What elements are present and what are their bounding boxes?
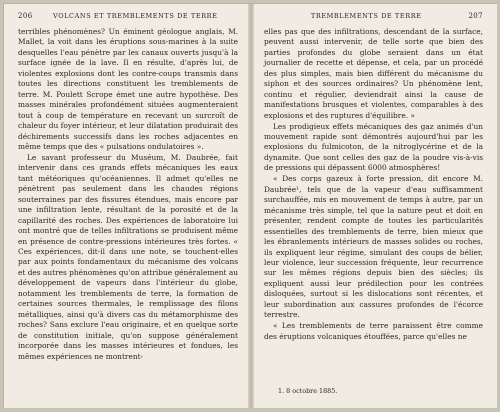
right-page-number: 207 [468,12,483,20]
paragraph: Le savant professeur du Muséum, M. Daubrée, fait intervenir dans ces grands effets mécaniques les eaux tant météoriques qu'océaniennes. Il admet qu'elles ne pénètrent pas seulement dans les chaudes régions souterraines par des fissures étendues, mais encore par une infiltration lente, résultant de la porosité et de la capillarité des roches. Des expériences de laboratoire lui ont montré que de telles infiltrations se produisent même en présence de contre-pressions intérieures très fortes. « Ces expériences, dit-il dans une note, se touchent-elles par aux points fondamentaux du mécanisme des volcans et des autres phénomènes qu'on attribue généralement au développement de vapeurs dans l'intérieur du globe, notamment les tremblements de terre, la formation de certaines sources thermales, le remplissage des filons métalliques, ainsi qu'à divers cas du métamorphisme des roches? Sans exclure l'eau originaire, et en quelque sorte de constitution initiale, qu'on suppose généralement incorporée dans les masses intérieures et fondues, les mêmes expériences ne montrent- [18,152,238,361]
left-page [4,4,248,408]
paragraph: « Les tremblements de terre paraissent être comme des éruptions volcaniques étouffées, parce qu'elles ne [264,321,483,341]
footnote: 1. 8 octobre 1885. [278,387,338,395]
book-spread [3,3,497,407]
paragraph: « Des corps gazeux à forte pression, dit encore M. Daubrée¹, tels que de la vapeur d'eau suffisamment surchauffée, mis en mouvement de temps à autre, par un mécanisme très simple, tel que la nature peut et doit en présenter, rendent compte de toutes les particularités essentielles des tremblements de terre, bien mieux que les ébranlements intérieurs de masses solides ou roches, ils expliquent leur régime, simulant des coups de bélier, leur violence, leur succession fréquente, leur recurrence sur les mêmes régions depuis bien des siècles; ils expliquent aussi leur prédilection pour les contrées disloquées, surtout si les dislocations sont récentes, et leur subordination aux cassures profondes de l'écorce terrestre. [264,174,483,320]
right-running-head [264,12,483,22]
left-page-body [18,27,238,362]
right-running-title: TREMBLEMENTS DE TERRE [310,12,422,20]
paragraph: elles pas que des infiltrations, descendant de la surface, peuvent aussi intervenir, de telle sorte que bien des parties profondes du globe seraient dans un état journalier de recette et dépense, et cela, par un procédé des plus simples, mais bien différent du mécanisme du siphon et des sources ordinaires? Un phénomène lent, continu et régulier, deviendrait ainsi la cause de manifestations brusques et violentes, comparables à des explosions et des ruptures d'équilibre. » [264,27,483,120]
left-running-title: VOLCANS ET TREMBLEMENTS DE TERRE [53,12,218,20]
right-page [254,4,497,408]
left-running-head [18,12,238,22]
paragraph: Les prodigieux effets mécaniques des gaz animés d'un mouvement rapide sont démontrés aujourd'hui par les explosions du fulmicoton, de la nitroglycérine et de la dynamite. Que sont celles des gaz de la poudre vis-à-vis de pressions qui dépassent 6000 atmosphères! [264,121,483,173]
left-page-number: 206 [18,12,33,20]
paragraph: terribles phénomènes? Un éminent géologue anglais, M. Mallet, la voit dans les éruptions sous-marines à la suite desquelles l'eau pénètre par les canaux ouverts jusqu'à la surface ignée de la lave. Il en résulte, d'après lui, de violentes explosions dont les contre-coups transmis dans toutes les directions constituent les tremblements de terre. M. Poulett Scrope émet une autre hypothèse. Des masses minérales profondément situées augmenteraient tout à coup de température en recevant un surcroît de chaleur du foyer intérieur, et leur dilatation produirait des déchirements successifs dans les roches adjacentes en même temps que des « pulsations ondulatoires ». [18,27,238,151]
right-page-body [264,27,483,342]
